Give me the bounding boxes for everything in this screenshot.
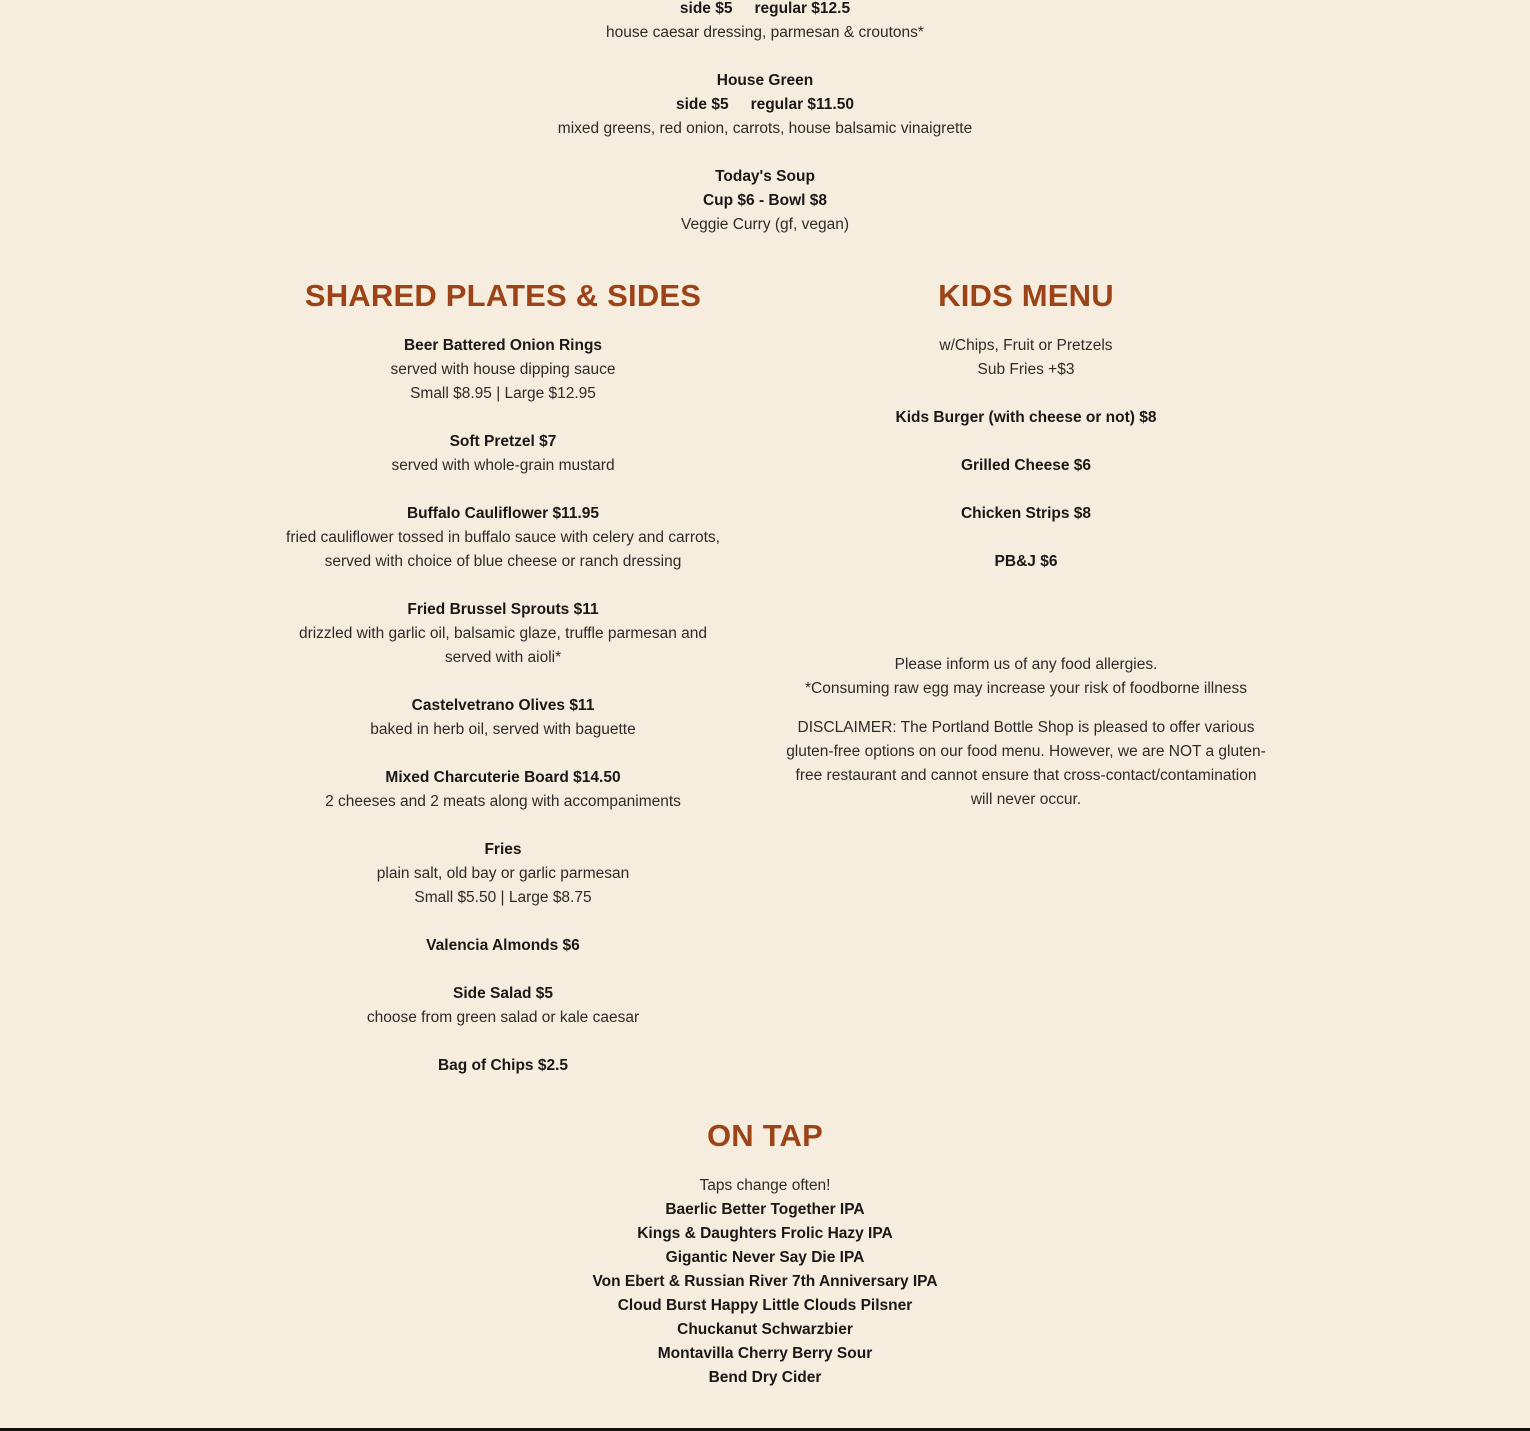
kids-menu-section bbox=[776, 278, 1276, 574]
item-name: Beer Battered Onion Rings bbox=[403, 337, 603, 354]
caesar-side-price: side $5 bbox=[679, 0, 733, 17]
raw-egg-note: *Consuming raw egg may increase your risk of foodborne illness bbox=[805, 680, 1247, 697]
kids-item: Chicken Strips $8 bbox=[960, 505, 1092, 522]
menu-item bbox=[253, 598, 753, 670]
caesar-prices bbox=[0, 0, 1530, 21]
menu-item bbox=[253, 934, 753, 958]
menu-item bbox=[253, 766, 753, 814]
item-description: 2 cheeses and 2 meats along with accompaniments bbox=[325, 793, 681, 810]
house-green-name: House Green bbox=[716, 72, 814, 89]
menu-item bbox=[253, 838, 753, 910]
beer-item: Cloud Burst Happy Little Clouds Pilsner bbox=[617, 1297, 913, 1314]
house-green-description: mixed greens, red onion, carrots, house balsamic vinaigrette bbox=[557, 120, 973, 137]
item-name: Bag of Chips $2.5 bbox=[437, 1057, 569, 1074]
menu-item bbox=[253, 430, 753, 478]
tap-intro: Taps change often! bbox=[699, 1177, 831, 1194]
kids-item: PB&J $6 bbox=[994, 553, 1058, 570]
beer-item: Gigantic Never Say Die IPA bbox=[665, 1249, 865, 1266]
allergy-note: Please inform us of any food allergies. bbox=[894, 656, 1158, 673]
item-description: drizzled with garlic oil, balsamic glaze, truffle parmesan and bbox=[298, 625, 708, 642]
kids-menu-heading: KIDS MENU bbox=[938, 278, 1114, 313]
caesar-regular-price: regular $12.5 bbox=[754, 0, 851, 17]
item-description: choose from green salad or kale caesar bbox=[366, 1009, 640, 1026]
item-name: Soft Pretzel $7 bbox=[449, 433, 557, 450]
notes-section bbox=[776, 653, 1276, 812]
item-name: Buffalo Cauliflower $11.95 bbox=[406, 505, 600, 522]
soup-prices: Cup $6 - Bowl $8 bbox=[702, 192, 828, 209]
house-green-side-price: side $5 bbox=[676, 96, 729, 113]
menu-item bbox=[253, 982, 753, 1030]
item-description: served with choice of blue cheese or ranch dressing bbox=[324, 553, 682, 570]
house-green-regular-price: regular $11.50 bbox=[750, 96, 854, 113]
caesar-description: house caesar dressing, parmesan & croutons* bbox=[606, 24, 924, 41]
kids-item: Grilled Cheese $6 bbox=[960, 457, 1092, 474]
item-description: served with aioli* bbox=[444, 649, 562, 666]
item-description: plain salt, old bay or garlic parmesan bbox=[376, 865, 630, 882]
item-name: Castelvetrano Olives $11 bbox=[411, 697, 595, 714]
item-price: Small $8.95 | Large $12.95 bbox=[410, 385, 596, 402]
soup-name: Today's Soup bbox=[715, 168, 815, 185]
menu-item bbox=[253, 502, 753, 574]
house-green-prices bbox=[0, 93, 1530, 117]
item-name: Side Salad $5 bbox=[453, 985, 553, 1002]
item-name: Fried Brussel Sprouts $11 bbox=[407, 601, 599, 618]
shared-plates-heading: SHARED PLATES & SIDES bbox=[304, 278, 702, 313]
kids-sub-fries: Sub Fries +$3 bbox=[977, 361, 1075, 378]
shared-plates-section bbox=[253, 278, 753, 1078]
beer-item: Bend Dry Cider bbox=[708, 1369, 822, 1386]
item-description: baked in herb oil, served with baguette bbox=[370, 721, 636, 738]
item-description: fried cauliflower tossed in buffalo sauce with celery and carrots, bbox=[286, 529, 720, 546]
beer-item: Von Ebert & Russian River 7th Anniversary IPA bbox=[592, 1273, 938, 1290]
soup-description: Veggie Curry (gf, vegan) bbox=[680, 216, 849, 233]
item-name: Valencia Almonds $6 bbox=[426, 937, 580, 954]
beer-item: Chuckanut Schwarzbier bbox=[677, 1321, 853, 1338]
item-description: served with whole-grain mustard bbox=[391, 457, 615, 474]
on-tap-section bbox=[0, 1118, 1530, 1390]
beer-item: Montavilla Cherry Berry Sour bbox=[657, 1345, 873, 1362]
menu-item bbox=[253, 694, 753, 742]
beer-item: Baerlic Better Together IPA bbox=[665, 1201, 865, 1218]
disclaimer: DISCLAIMER: The Portland Bottle Shop is pleased to offer various gluten-free options on our food menu. However, we are NOT a gluten-free restaurant and cannot ensure that cross-contact/contamination will never occur. bbox=[786, 719, 1266, 808]
menu-item bbox=[253, 334, 753, 406]
item-price: Small $5.50 | Large $8.75 bbox=[414, 889, 592, 906]
salads-section bbox=[0, 0, 1530, 237]
item-name: Fries bbox=[484, 841, 522, 858]
on-tap-heading: ON TAP bbox=[706, 1118, 823, 1153]
kids-item: Kids Burger (with cheese or not) $8 bbox=[895, 409, 1157, 426]
item-name: Mixed Charcuterie Board $14.50 bbox=[385, 769, 621, 786]
kids-intro: w/Chips, Fruit or Pretzels bbox=[939, 337, 1113, 354]
beer-item: Kings & Daughters Frolic Hazy IPA bbox=[637, 1225, 893, 1242]
menu-item bbox=[253, 1054, 753, 1078]
item-description: served with house dipping sauce bbox=[390, 361, 616, 378]
